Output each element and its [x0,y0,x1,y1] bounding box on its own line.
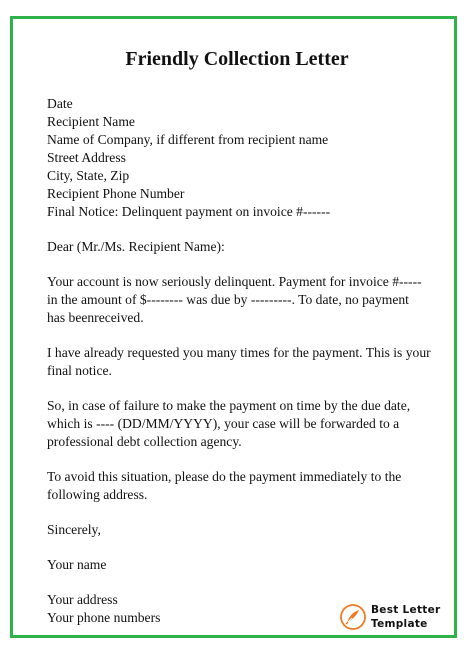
header-line-street: Street Address [47,150,126,165]
paragraph-delinquent [47,273,422,327]
salutation [47,238,417,256]
header-line-company: Name of Company, if different from recipient name [47,132,329,147]
closing-text: Sincerely, [47,522,101,537]
paragraph-line: following address. [47,487,148,502]
sender-phone: Your phone numbers [47,610,161,625]
paragraph-line: I have already requested you many times for the payment. This is your [47,345,431,360]
header-line-date: Date [47,96,73,111]
recipient-block [47,95,417,221]
logo-text-line2: Template [371,618,428,630]
paragraph-line: So, in case of failure to make the payment on time by the due date, [47,398,411,413]
header-line-recipient-name: Recipient Name [47,114,135,129]
paragraph-line: Your account is now seriously delinquent. Payment for invoice #----- [47,274,422,289]
best-letter-template-logo [340,601,448,635]
logo-text-line1: Best Letter [371,604,441,616]
quill-pen-icon [340,604,366,630]
header-line-final-notice: Final Notice: Delinquent payment on invoice #------ [47,204,331,219]
letter-title: Friendly Collection Letter [125,48,349,70]
paragraph-collection-agency [47,397,417,451]
paragraph-avoid-situation [47,468,417,504]
sender-address: Your address [47,592,118,607]
signature [47,556,417,574]
paragraph-line: professional debt collection agency. [47,434,242,449]
letter-body [47,95,431,644]
paragraph-final-notice [47,344,431,380]
signature-name: Your name [47,557,107,572]
salutation-text: Dear (Mr./Ms. Recipient Name): [47,239,225,254]
paragraph-line: final notice. [47,363,112,378]
paragraph-line: has beenreceived. [47,310,144,325]
header-line-city: City, State, Zip [47,168,130,183]
paragraph-line: in the amount of $-------- was due by ---------. To date, no payment [47,292,409,307]
paragraph-line: To avoid this situation, please do the payment immediately to the [47,469,402,484]
header-line-phone: Recipient Phone Number [47,186,185,201]
paragraph-line: which is ---- (DD/MM/YYYY), your case will be forwarded to a [47,416,400,431]
closing [47,521,417,539]
